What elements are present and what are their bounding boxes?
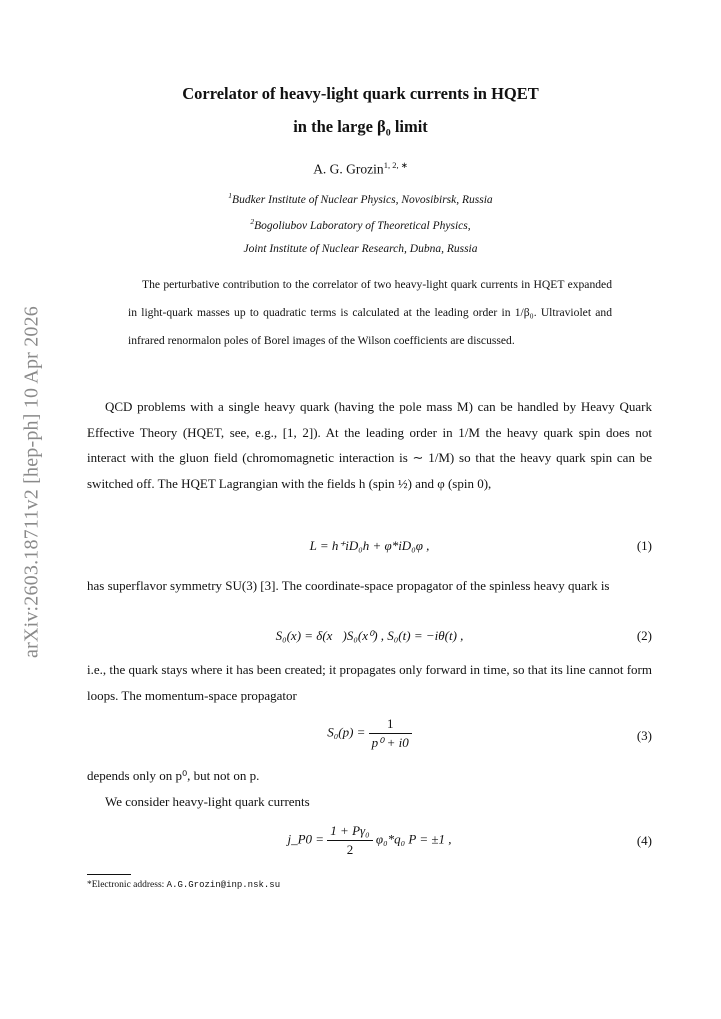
paragraph-4: depends only on p⁰, but not on p. bbox=[87, 768, 260, 783]
equation-3-body: S₀(p) = $\frac{1}{\text{p⁰ + i0}}$ bbox=[87, 716, 652, 751]
equation-4 bbox=[87, 823, 652, 863]
equation-2 bbox=[87, 628, 652, 658]
equation-4-body: j_P0 = $\frac{\text{1 + Pγ₀}}{2}$ φ₀*q₀ P = ±1 , bbox=[287, 823, 452, 857]
equation-1-body: L = h⁺iD₀h + φ*iD₀φ , bbox=[309, 538, 430, 553]
abstract: The perturbative contribution to the correlator of two heavy-light quark currents in HQET expanded in light-quark masses up to quadratic terms is calculated at the leading order in 1/β₀. Ultraviolet and infrared renormalon poles of Borel images of the Wilson coefficients are discussed. bbox=[128, 278, 612, 347]
equation-4-number: (4) bbox=[636, 833, 652, 848]
footnote-rule bbox=[87, 874, 131, 875]
equation-2-body: S₀(x) = δ(x⃗)S₀(x⁰) , S₀(t) = −iθ(t) , bbox=[275, 628, 464, 643]
author-name: A. G. Grozin bbox=[313, 161, 384, 177]
paragraph-2: has superflavor symmetry SU(3) [3]. The coordinate-space propagator of the spinless heavy quark is bbox=[87, 578, 610, 593]
author-line bbox=[0, 160, 721, 178]
affiliation-1: $^1$Budker Institute of Nuclear Physics, Novosibirsk, Russia bbox=[228, 191, 493, 206]
arxiv-identifier bbox=[12, 292, 52, 672]
author-affiliation-marks: 1, 2, ∗ bbox=[383, 160, 408, 170]
paragraph-5: We consider heavy-light quark currents bbox=[105, 794, 310, 809]
affiliation-2-continued: Joint Institute of Nuclear Research, Dubna, Russia bbox=[243, 243, 478, 255]
affiliation-2: $^2$Bogoliubov Laboratory of Theoretical Physics, bbox=[250, 217, 471, 232]
footnote-email: A.G.Grozin@inp.nsk.su bbox=[166, 880, 281, 890]
equation-2-number: (2) bbox=[636, 628, 652, 643]
paragraph-3: i.e., the quark stays where it has been created; it propagates only forward in time, so that its line cannot form loops. The momentum-space propagator bbox=[87, 662, 652, 703]
equation-3-fraction: $\frac{1}{\text{p⁰ + i0}}$ bbox=[369, 716, 412, 751]
paragraph-1: QCD problems with a single heavy quark (having the pole mass M) can be handled by Heavy Quark Effective Theory (HQET, see, e.g., [1, 2]). At the leading order in 1/M the heavy quark spin does not interact with the gluon field (chromomagnetic interaction is ∼ 1/M) so that the heavy quark spin can be switched off. The HQET Lagrangian with the fields h (spin ½) and φ (spin 0), bbox=[87, 399, 652, 491]
arxiv-id-text: arXiv:2603.18711v2 [hep-ph] 10 Apr 2026 bbox=[20, 305, 43, 659]
footnote-label: *Electronic address: bbox=[87, 880, 167, 890]
equation-3-number: (3) bbox=[636, 728, 652, 743]
paper-title-line-2: in the large β₀ limit bbox=[293, 117, 428, 136]
paper-title-line-1: Correlator of heavy-light quark currents in HQET bbox=[182, 84, 539, 103]
equation-1-number: (1) bbox=[636, 538, 652, 553]
equation-3 bbox=[87, 716, 652, 756]
equation-4-fraction: $\frac{\text{1 + Pγ₀}}{2}$ bbox=[327, 823, 372, 858]
equation-1 bbox=[87, 538, 652, 568]
footnote bbox=[87, 880, 280, 890]
